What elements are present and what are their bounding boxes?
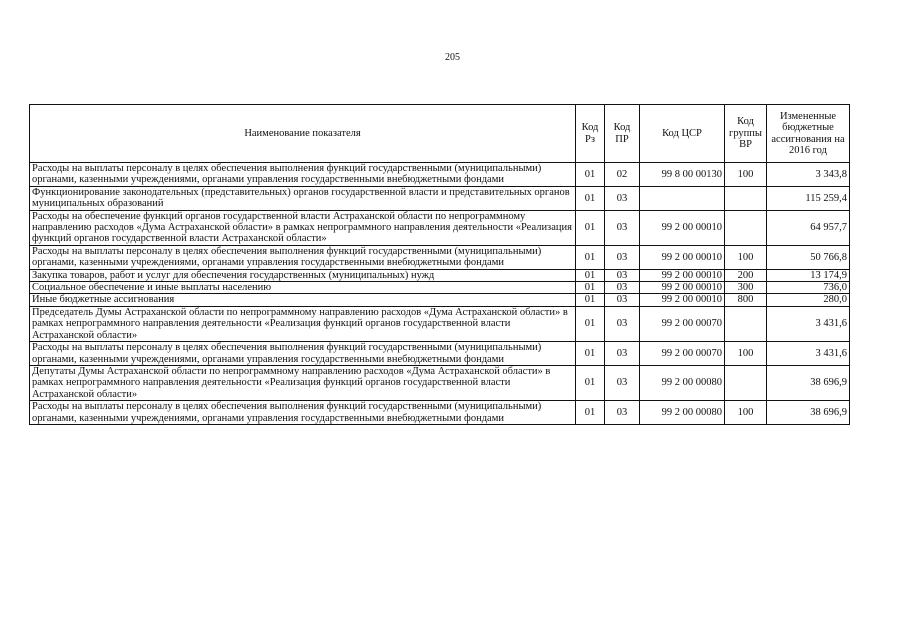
cell-rz: 01	[576, 342, 605, 366]
table-row	[30, 401, 850, 425]
cell-csr: 99 2 00 00010	[640, 282, 725, 294]
cell-name: Расходы на выплаты персоналу в целях обеспечения выполнения функций государственными (муниципальными) органами, казенными учреждениями, органами управления государственными внебюджетными фондами	[30, 342, 576, 366]
cell-pr: 03	[605, 342, 640, 366]
cell-name: Депутаты Думы Астраханской области по непрограммному направлению расходов «Дума Астраханской области» в рамках непрограммного направления деятельности «Реализация функций органов государственной власти Астраханской области»	[30, 365, 576, 400]
cell-sum: 3 343,8	[767, 163, 850, 187]
header-name: Наименование показателя	[30, 105, 576, 163]
table-row	[30, 186, 850, 210]
cell-pr: 03	[605, 306, 640, 341]
cell-csr	[640, 186, 725, 210]
cell-vr: 100	[725, 342, 767, 366]
table-header-row	[30, 105, 850, 163]
table-row	[30, 306, 850, 341]
cell-name: Социальное обеспечение и иные выплаты населению	[30, 282, 576, 294]
cell-vr: 100	[725, 401, 767, 425]
cell-name: Председатель Думы Астраханской области по непрограммному направлению расходов «Дума Астраханской области» в рамках непрограммного направления деятельности «Реализация функций органов государственной власти Астраханской области»	[30, 306, 576, 341]
cell-name: Закупка товаров, работ и услуг для обеспечения государственных (муниципальных) нужд	[30, 269, 576, 281]
cell-pr: 03	[605, 245, 640, 269]
cell-vr: 100	[725, 163, 767, 187]
budget-table	[29, 104, 850, 425]
cell-vr: 300	[725, 282, 767, 294]
cell-vr: 800	[725, 294, 767, 306]
cell-csr: 99 2 00 00010	[640, 210, 725, 245]
cell-sum: 64 957,7	[767, 210, 850, 245]
cell-pr: 03	[605, 401, 640, 425]
cell-sum: 280,0	[767, 294, 850, 306]
cell-vr	[725, 306, 767, 341]
cell-vr	[725, 186, 767, 210]
header-csr: Код ЦСР	[640, 105, 725, 163]
table-row	[30, 163, 850, 187]
cell-vr	[725, 210, 767, 245]
cell-name: Расходы на выплаты персоналу в целях обеспечения выполнения функций государственными (муниципальными) органами, казенными учреждениями, органами управления государственными внебюджетными фондами	[30, 245, 576, 269]
cell-pr: 03	[605, 269, 640, 281]
cell-csr: 99 2 00 00010	[640, 245, 725, 269]
cell-csr: 99 8 00 00130	[640, 163, 725, 187]
cell-sum: 3 431,6	[767, 306, 850, 341]
cell-name: Функционирование законодательных (представительных) органов государственной власти и представительных органов муниципальных образований	[30, 186, 576, 210]
cell-sum: 736,0	[767, 282, 850, 294]
cell-sum: 38 696,9	[767, 365, 850, 400]
cell-pr: 02	[605, 163, 640, 187]
cell-rz: 01	[576, 269, 605, 281]
page-number: 205	[445, 52, 460, 63]
table-row	[30, 342, 850, 366]
table-body	[30, 163, 850, 425]
cell-sum: 3 431,6	[767, 342, 850, 366]
cell-sum: 50 766,8	[767, 245, 850, 269]
cell-rz: 01	[576, 245, 605, 269]
cell-vr	[725, 365, 767, 400]
cell-rz: 01	[576, 282, 605, 294]
table-row	[30, 245, 850, 269]
cell-rz: 01	[576, 294, 605, 306]
table-row	[30, 210, 850, 245]
cell-rz: 01	[576, 163, 605, 187]
cell-name: Расходы на обеспечение функций органов государственной власти Астраханской области по непрограммному направлению расходов «Дума Астраханской области» в рамках непрограммного направления деятельности «Реализация функций органов государственной власти Астраханской области»	[30, 210, 576, 245]
cell-csr: 99 2 00 00080	[640, 401, 725, 425]
table-row	[30, 282, 850, 294]
cell-rz: 01	[576, 210, 605, 245]
cell-csr: 99 2 00 00070	[640, 306, 725, 341]
table-row	[30, 269, 850, 281]
cell-csr: 99 2 00 00080	[640, 365, 725, 400]
cell-name: Расходы на выплаты персоналу в целях обеспечения выполнения функций государственными (муниципальными) органами, казенными учреждениями, органами управления государственными внебюджетными фондами	[30, 163, 576, 187]
cell-pr: 03	[605, 365, 640, 400]
cell-vr: 200	[725, 269, 767, 281]
cell-pr: 03	[605, 282, 640, 294]
header-vr: Код группы ВР	[725, 105, 767, 163]
cell-sum: 115 259,4	[767, 186, 850, 210]
cell-pr: 03	[605, 210, 640, 245]
table-row	[30, 294, 850, 306]
cell-pr: 03	[605, 186, 640, 210]
table-row	[30, 365, 850, 400]
header-rz: Код Рз	[576, 105, 605, 163]
cell-name: Расходы на выплаты персоналу в целях обеспечения выполнения функций государственными (муниципальными) органами, казенными учреждениями, органами управления государственными внебюджетными фондами	[30, 401, 576, 425]
cell-pr: 03	[605, 294, 640, 306]
cell-name: Иные бюджетные ассигнования	[30, 294, 576, 306]
header-pr: Код ПР	[605, 105, 640, 163]
cell-csr: 99 2 00 00010	[640, 294, 725, 306]
cell-vr: 100	[725, 245, 767, 269]
cell-sum: 38 696,9	[767, 401, 850, 425]
cell-csr: 99 2 00 00070	[640, 342, 725, 366]
cell-sum: 13 174,9	[767, 269, 850, 281]
cell-rz: 01	[576, 365, 605, 400]
cell-csr: 99 2 00 00010	[640, 269, 725, 281]
cell-rz: 01	[576, 186, 605, 210]
cell-rz: 01	[576, 306, 605, 341]
cell-rz: 01	[576, 401, 605, 425]
header-sum: Измененные бюджетные ассигнования на 2016 год	[767, 105, 850, 163]
